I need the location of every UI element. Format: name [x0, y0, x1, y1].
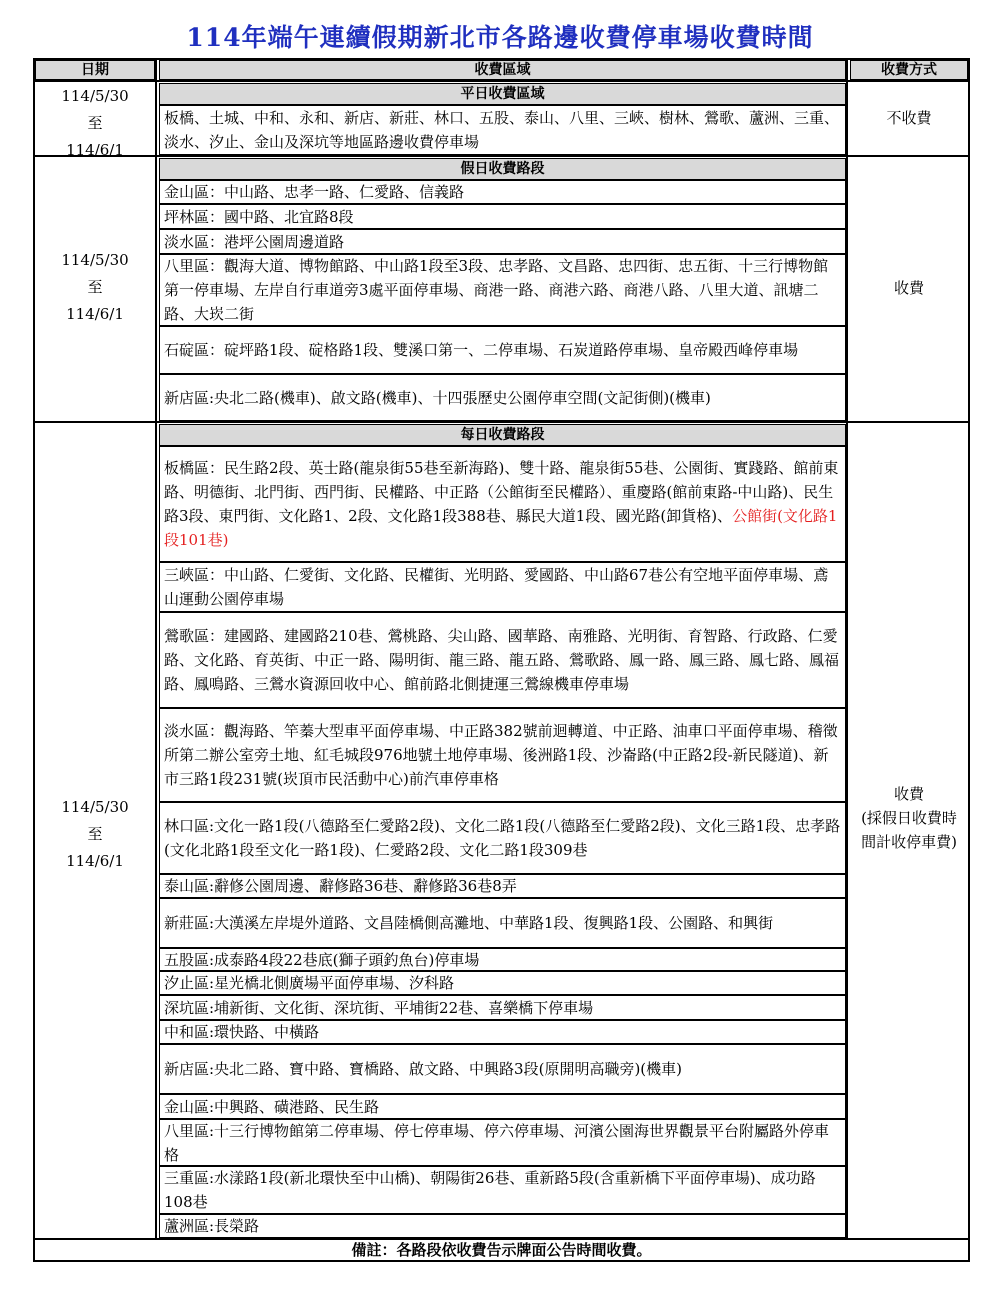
- road-row: [159, 105, 846, 155]
- column-divider: [846, 60, 848, 1240]
- fee-method-note: (採假日收費時間計收停車費): [861, 809, 957, 851]
- row-divider: [35, 421, 968, 423]
- road-text-main: 板橋區：民生路2段、英士路(龍泉街55巷至新海路)、雙十路、龍泉街55巷、公園街、實踐路、館前東路、明德街、北門街、西門街、民權路、中正路（公館街至民權路）、重慶路(館前東路-中山路)、民生路3段、東門街、文化路1、2段、文化路1段388巷、縣民大道1段、國光路(卸貨格)、: [164, 459, 839, 525]
- date-to: 至: [87, 825, 103, 843]
- road-text: 中和區:環快路、中橫路: [164, 1023, 320, 1041]
- road-text: 蘆洲區:長榮路: [164, 1217, 260, 1235]
- road-row: [159, 1094, 846, 1119]
- road-text: 三峽區：中山路、仁愛街、文化路、民權街、光明路、愛國路、中山路67巷公有空地平面停車場、鳶山運動公園停車場: [164, 566, 829, 608]
- date-start: 114/5/30: [61, 798, 129, 816]
- date-to: 至: [87, 278, 103, 296]
- fee-method: 收費: [893, 279, 924, 297]
- road-row: [159, 562, 846, 612]
- road-row: [159, 1166, 846, 1214]
- road-text: 石碇區：碇坪路1段、碇格路1段、雙溪口第一、二停車場、石炭道路停車場、皇帝殿西峰停車場: [164, 341, 799, 359]
- header-area: 收費區域: [159, 60, 846, 80]
- road-row: [159, 612, 846, 708]
- road-row: [159, 1214, 846, 1238]
- header-date: 日期: [35, 60, 155, 80]
- road-text: 淡水區：港坪公園周邊道路: [164, 232, 345, 251]
- road-row: [159, 180, 846, 204]
- road-row: [159, 971, 846, 995]
- road-row: [159, 995, 846, 1020]
- road-row: [159, 446, 846, 562]
- road-text: 鶯歌區：建國路、建國路210巷、鶯桃路、尖山路、國華路、南雅路、光明街、育智路、行政路、仁愛路、文化路、育英街、中正一路、陽明街、龍三路、龍五路、鶯歌路、鳳一路、鳳三路、鳳七路、鳳福路、鳳鳴路、三鶯水資源回收中心、館前路北側捷運三鶯線機車停車場: [164, 627, 840, 693]
- date-start: 114/5/30: [61, 251, 129, 269]
- road-text: 汐止區:星光橋北側廣場平面停車場、汐科路: [164, 974, 455, 992]
- road-row: [159, 874, 846, 898]
- road-text: 金山區：中山路、忠孝一路、仁愛路、信義路: [164, 183, 465, 201]
- header-method: 收費方式: [850, 60, 968, 80]
- road-row: [159, 374, 846, 421]
- date-end: 114/6/1: [66, 141, 124, 159]
- date-range-daily: [35, 794, 155, 875]
- subheader-daily-roads: 每日收費路段: [159, 424, 846, 446]
- road-row: [159, 229, 846, 254]
- subheader-holiday-roads: 假日收費路段: [159, 158, 846, 180]
- column-divider: [155, 60, 157, 1240]
- road-row: [159, 1020, 846, 1044]
- road-text: 新店區:央北二路、寶中路、寶橋路、啟文路、中興路3段(原開明高職旁)(機車): [164, 1060, 683, 1078]
- row-divider: [35, 155, 968, 157]
- road-text: 金山區:中興路、磺港路、民生路: [164, 1097, 380, 1116]
- page-title: 114年端午連續假期新北市各路邊收費停車場收費時間: [186, 23, 814, 52]
- road-text: 坪林區：國中路、北宜路8段: [164, 207, 354, 226]
- fee-method: 收費: [893, 785, 924, 803]
- road-text: 深坑區:埔新街、文化街、深坑街、平埔街22巷、喜樂橋下停車場: [164, 998, 594, 1017]
- road-row: [159, 802, 846, 874]
- road-row: [159, 898, 846, 948]
- road-row: [159, 708, 846, 802]
- road-text: 八里區：觀海大道、博物館路、中山路1段至3段、忠孝路、文昌路、忠四街、忠五街、十三行博物館第一停車場、左岸自行車道旁3處平面停車場、商港一路、商港六路、商港八路、八里大道、訊塘二路、大崁二街: [164, 257, 829, 323]
- fee-method: 不收費: [886, 109, 932, 127]
- road-row: [159, 1119, 846, 1166]
- road-text: 新莊區:大漢溪左岸堤外道路、文昌陸橋側高灘地、中華路1段、復興路1段、公園路、和興街: [164, 914, 774, 932]
- road-text: 八里區:十三行博物館第二停車場、停七停車場、停六停車場、河濱公園海世界觀景平台附屬路外停車格: [164, 1121, 830, 1164]
- road-row: [159, 1044, 846, 1094]
- road-text: [164, 456, 841, 552]
- fee-table: [33, 58, 970, 1262]
- road-text: 新店區:央北二路(機車)、啟文路(機車)、十四張歷史公園停車空間(文記街側)(機車): [164, 388, 711, 407]
- road-text: 林口區:文化一路1段(八德路至仁愛路2段)、文化二路1段(八德路至仁愛路2段)、文化三路1段、忠孝路(文化北路1段至文化一路1段)、仁愛路2段、文化二路1段309巷: [164, 817, 841, 859]
- road-row: [159, 254, 846, 326]
- date-end: 114/6/1: [66, 305, 124, 323]
- date-range-weekday: [35, 82, 155, 159]
- date-range-holiday: [35, 247, 155, 328]
- road-row: [159, 326, 846, 374]
- road-text: 三重區:水漾路1段(新北環快至中山橋)、朝陽街26巷、重新路5段(含重新橋下平面停車場)、成功路108巷: [164, 1169, 816, 1211]
- date-start: 114/5/30: [61, 87, 129, 105]
- road-row: [159, 948, 846, 971]
- road-text: 泰山區:辭修公園周邊、辭修路36巷、辭修路36巷8弄: [164, 877, 517, 895]
- date-to: 至: [87, 114, 103, 132]
- fee-method-daily: [850, 782, 968, 854]
- road-text: 板橋、土城、中和、永和、新店、新莊、林口、五股、泰山、八里、三峽、樹林、鶯歌、蘆洲、三重、淡水、汐止、金山及深坑等地區路邊收費停車場: [164, 109, 840, 151]
- road-text: 淡水區：觀海路、竿蓁大型車平面停車場、中正路382號前迴轉道、中正路、油車口平面停車場、稽徵所第二辦公室旁土地、紅毛城段976地號土地停車場、後洲路1段、沙崙路(中正路2段-新民隧道)、新市三路1段231號(崁頂市民活動中心)前汽車停車格: [164, 722, 838, 788]
- road-text-highlight: 公館街(文化路1段101巷): [164, 507, 838, 549]
- date-end: 114/6/1: [66, 852, 124, 870]
- row-divider: [35, 80, 968, 82]
- subheader-weekday-zone: 平日收費區域: [159, 83, 846, 105]
- footer-note: 備註：各路段依收費告示牌面公告時間收費。: [351, 1241, 652, 1259]
- road-text: 五股區:成泰路4段22巷底(獅子頭釣魚台)停車場: [164, 950, 480, 969]
- road-row: [159, 204, 846, 229]
